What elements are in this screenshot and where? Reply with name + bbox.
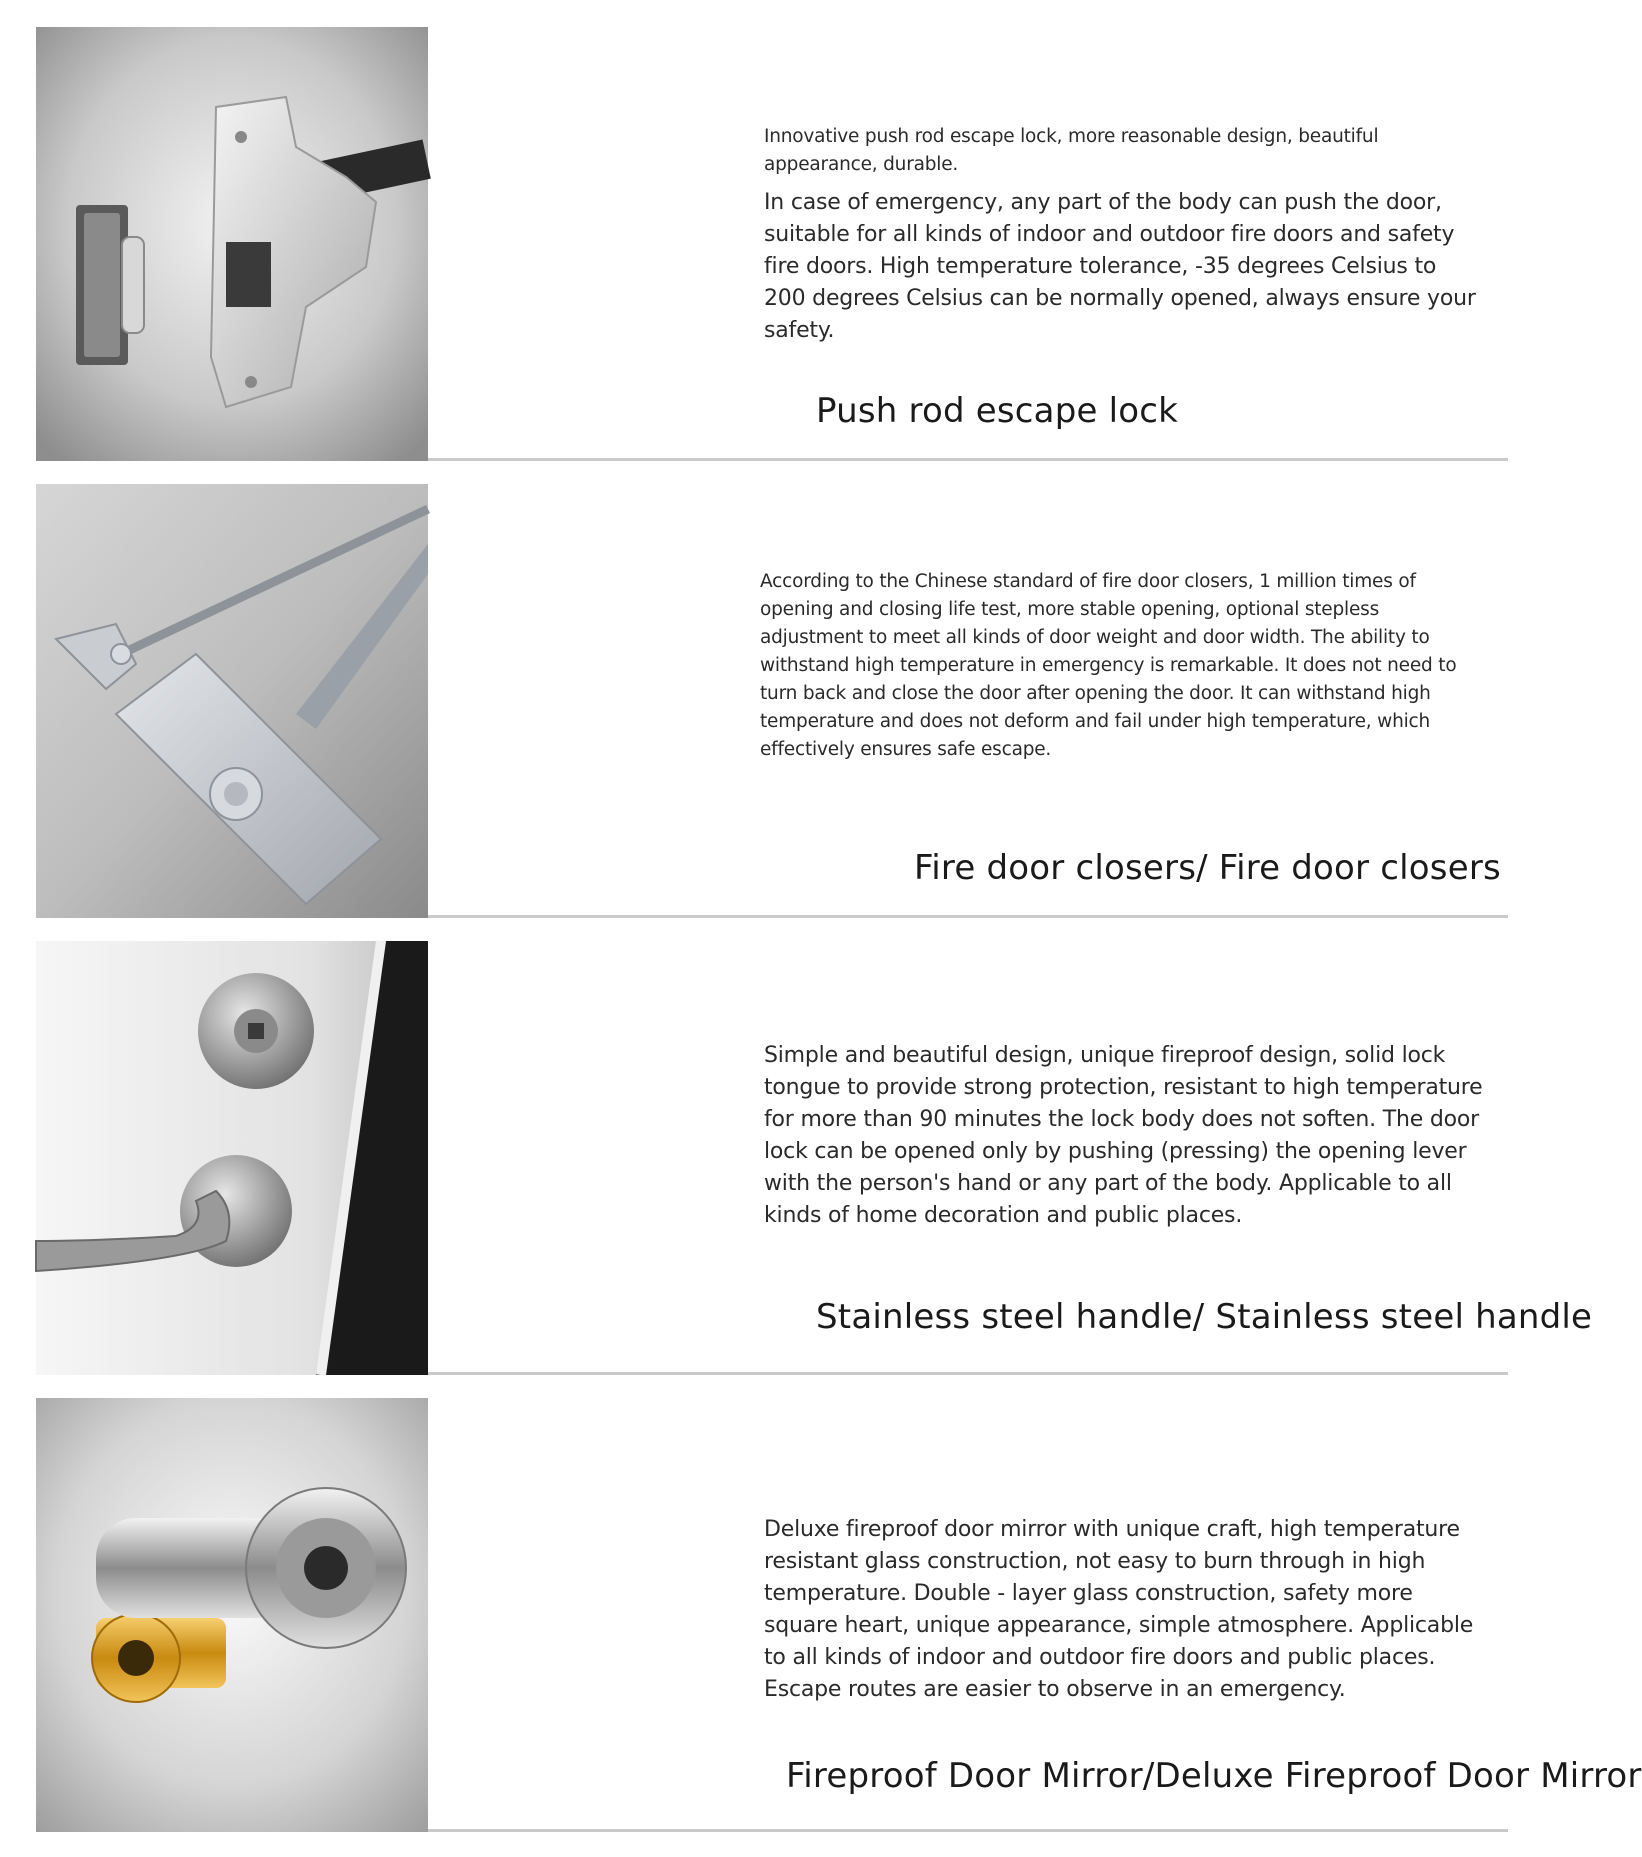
- product-detail: Deluxe fireproof door mirror with unique craft, high temperature resistant glass construction, not easy to burn through in high temperature. Double - layer glass construction, safety more square heart, unique appearance, simple atmosphere. Applicable to all kinds of indoor and outdoor fire doors and public places. Escape routes are easier to observe in an emergency.: [764, 1517, 1474, 1702]
- product-description: [764, 123, 1476, 347]
- product-section-door-mirror: [36, 1398, 1642, 1832]
- product-section-push-rod-lock: [36, 27, 1508, 461]
- product-description: [764, 1514, 1484, 1706]
- product-title: Fireproof Door Mirror/Deluxe Fireproof Door Mirror: [786, 1756, 1642, 1796]
- product-description: [764, 1040, 1484, 1232]
- push-rod-lock-icon: [36, 27, 428, 461]
- door-closer-icon: [36, 484, 428, 918]
- product-section-door-closer: [36, 484, 1508, 918]
- door-viewer-icon: [36, 1398, 428, 1832]
- product-detail: According to the Chinese standard of fire door closers, 1 million times of opening and closing life test, more stable opening, optional stepless adjustment to meet all kinds of door weight and door width. The ability to withstand high temperature in emergency is remarkable. It does not need to turn back and close the door after opening the door. It can withstand high temperature and does not deform and fail under high temperature, which effectively ensures safe escape.: [760, 571, 1457, 760]
- product-detail: In case of emergency, any part of the body can push the door, suitable for all kinds of indoor and outdoor fire doors and safety fire doors. High temperature tolerance, -35 degrees Celsius to 200 degrees Celsius can be normally opened, always ensure your safety.: [764, 190, 1476, 343]
- product-description: [760, 568, 1460, 764]
- door-handle-icon: [36, 941, 428, 1375]
- product-section-handle: [36, 941, 1593, 1375]
- product-title: Push rod escape lock: [816, 391, 1179, 431]
- section-divider: [428, 915, 1508, 918]
- product-title: Fire door closers/ Fire door closers: [914, 848, 1501, 888]
- section-divider: [428, 1372, 1508, 1375]
- product-intro: Innovative push rod escape lock, more reasonable design, beautiful appearance, durable.: [764, 126, 1379, 175]
- product-title: Stainless steel handle/ Stainless steel handle: [816, 1297, 1593, 1337]
- product-detail: Simple and beautiful design, unique fireproof design, solid lock tongue to provide strong protection, resistant to high temperature for more than 90 minutes the lock body does not soften. The door lock can be opened only by pushing (pressing) the opening lever with the person's hand or any part of the body. Applicable to all kinds of home decoration and public places.: [764, 1043, 1483, 1228]
- section-divider: [428, 458, 1508, 461]
- section-divider: [428, 1829, 1508, 1832]
